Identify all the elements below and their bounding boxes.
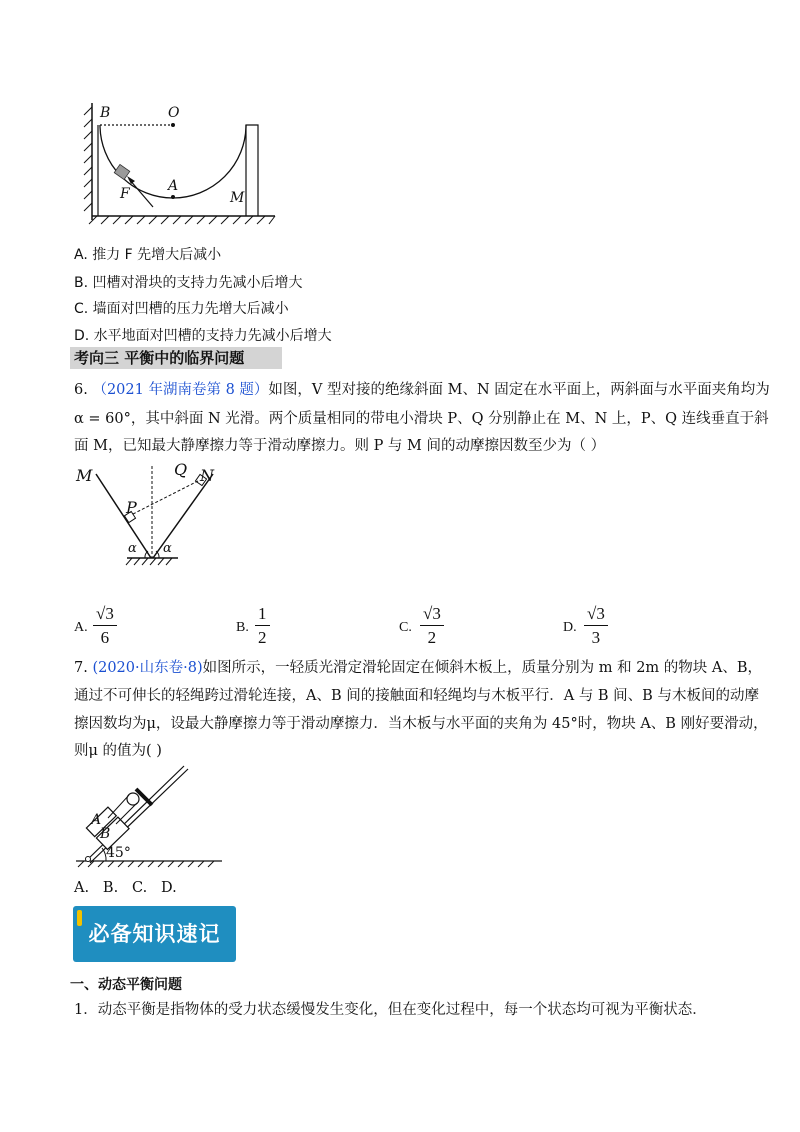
q5-option-b: B. 凹槽对滑块的支持力先减小后增大	[74, 275, 303, 291]
q6-option-c-label: C.	[399, 620, 412, 635]
q7-line2: 通过不可伸长的轻绳跨过滑轮连接，A、B 间的接触面和轻绳均与木板平行．A 与 B 间、B 与木板间的动摩	[74, 688, 759, 704]
section-title: 考向三 平衡中的临界问题	[70, 347, 282, 369]
q7-source: (2020·山东卷·8)	[92, 660, 203, 676]
q5-option-a: A. 推力 F 先增大后减小	[74, 247, 222, 263]
q6-option-c-den: 2	[427, 628, 437, 647]
q7-options: A. B. C. D.	[74, 880, 177, 896]
q6-option-a-label: A.	[74, 620, 88, 635]
heading-dynamic-balance: 一、动态平衡问题	[70, 977, 182, 993]
q6-option-a-den: 6	[100, 628, 110, 647]
q7-line4: 则μ 的值为( )	[74, 743, 162, 759]
fig1-label-M: M	[230, 190, 245, 206]
fig1-label-F: F	[120, 186, 130, 202]
q6-option-a-fraction	[93, 604, 117, 648]
q6-line2: α = 60°，其中斜面 N 光滑。两个质量相同的带电小滑块 P、Q 分别静止在 M、N 上，P、Q 连线垂直于斜	[74, 411, 769, 427]
q6-option-b-label: B.	[236, 620, 249, 635]
figure-v-incline	[70, 462, 240, 574]
q6-source: （2021 年湖南卷第 8 题）	[92, 382, 269, 398]
fig2-alpha-left: α	[128, 541, 137, 556]
q6-option-b-fraction	[255, 604, 270, 648]
fig2-label-M: M	[76, 466, 93, 485]
q6-option-c-fraction	[420, 604, 444, 648]
q6-number: 6.	[74, 382, 88, 398]
fig2-label-P: P	[126, 498, 137, 517]
q7-number: 7.	[74, 660, 88, 676]
q6-option-a-num: √3	[93, 604, 117, 626]
q5-option-d: D. 水平地面对凹槽的支持力先减小后增大	[74, 328, 332, 344]
q6-option-d-num: √3	[584, 604, 608, 626]
fig2-alpha-right: α	[163, 541, 172, 556]
q5-option-c: C. 墙面对凹槽的压力先增大后减小	[74, 301, 289, 317]
q6-option-d-label: D.	[563, 620, 577, 635]
q7-line3: 擦因数均为μ，设最大静摩擦力等于滑动摩擦力．当木板与水平面的夹角为 45°时，物块 A、B 刚好要滑动，	[74, 716, 768, 732]
q6-option-b-den: 2	[258, 628, 267, 647]
fig1-label-B: B	[100, 105, 111, 121]
fig2-label-N: N	[200, 466, 214, 485]
banner-title: 必备知识速记	[88, 922, 221, 946]
fig1-label-A: A	[168, 178, 179, 194]
fig3-label-B: B	[100, 826, 111, 842]
q7-line1	[74, 654, 762, 682]
q7-text-1: 如图所示，一轻质光滑定滑轮固定在倾斜木板上，质量分别为 m 和 2m 的物块 A、B，	[202, 660, 763, 676]
fig1-label-O: O	[168, 105, 180, 121]
q6-option-d-fraction	[584, 604, 608, 648]
q6-option-c-num: √3	[420, 604, 444, 626]
fig2-label-Q: Q	[174, 460, 188, 479]
fig3-angle-label: 45°	[106, 845, 131, 861]
fig3-label-A: A	[91, 812, 102, 828]
q6-text-1: 如图，V 型对接的绝缘斜面 M、N 固定在水平面上，两斜面与水平面夹角均为	[268, 382, 770, 398]
paragraph-1: 1．动态平衡是指物体的受力状态缓慢发生变化，但在变化过程中，每一个状态均可视为平衡状态．	[74, 1002, 707, 1018]
q6-line3: 面 M，已知最大静摩擦力等于滑动摩擦力。则 P 与 M 间的动摩擦因数至少为（ ）	[74, 438, 606, 454]
q6-option-b-num: 1	[255, 604, 270, 626]
q6-line1	[74, 376, 770, 404]
knowledge-banner	[73, 906, 236, 962]
q6-option-d-den: 3	[591, 628, 601, 647]
